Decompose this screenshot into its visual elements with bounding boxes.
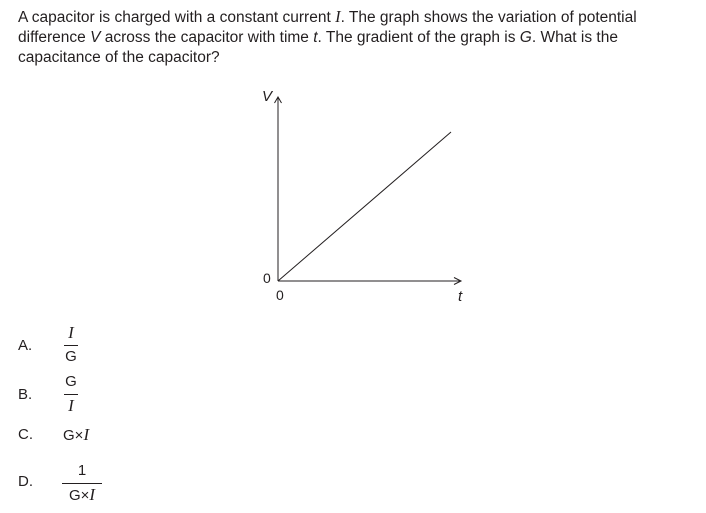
time-symbol: t xyxy=(313,29,318,46)
option-d-den-left: G xyxy=(68,487,81,504)
x-origin-label: 0 xyxy=(276,287,284,303)
question-part-1: A capacitor is charged with a constant current xyxy=(18,9,336,26)
option-b-denominator: I xyxy=(68,396,74,415)
option-b-numerator: G xyxy=(65,373,77,390)
option-c-letter: C. xyxy=(18,426,33,443)
option-d-fraction-bar xyxy=(62,483,102,484)
option-a-fraction xyxy=(64,323,78,367)
option-b-fraction xyxy=(64,372,78,416)
voltage-line xyxy=(278,132,451,281)
option-d-numerator: 1 xyxy=(77,462,87,479)
option-c-operator: × xyxy=(74,427,84,444)
x-axis-label: t xyxy=(458,288,463,305)
option-c-left: G xyxy=(63,427,75,444)
option-a-numerator: I xyxy=(68,323,74,342)
option-d-den-right: I xyxy=(89,485,96,504)
option-d-fraction xyxy=(62,461,102,505)
option-d-letter: D. xyxy=(18,473,33,490)
voltage-symbol: V xyxy=(90,29,101,46)
question-part-3: across the capacitor with time xyxy=(100,29,314,46)
option-a-fraction-bar xyxy=(64,345,78,346)
option-a-letter: A. xyxy=(18,337,33,354)
question-text xyxy=(18,7,698,68)
option-c-right: I xyxy=(83,425,90,444)
option-b-fraction-bar xyxy=(64,394,78,395)
option-d-den-operator: × xyxy=(80,487,90,504)
question-part-2: . The graph shows the variation of potential difference xyxy=(18,9,637,46)
option-c-expression xyxy=(63,425,89,445)
question-part-5: . What is the capacitance of the capacitor? xyxy=(18,29,618,66)
gradient-symbol: G xyxy=(519,29,532,46)
question-part-4: . The gradient of the graph is xyxy=(317,29,520,46)
voltage-time-graph xyxy=(255,84,475,309)
y-axis-label: V xyxy=(262,88,273,105)
y-origin-label: 0 xyxy=(263,270,271,286)
current-symbol: I xyxy=(335,7,341,26)
option-b-letter: B. xyxy=(18,386,33,403)
option-a-denominator: G xyxy=(65,348,77,365)
option-d-denominator xyxy=(62,485,102,505)
